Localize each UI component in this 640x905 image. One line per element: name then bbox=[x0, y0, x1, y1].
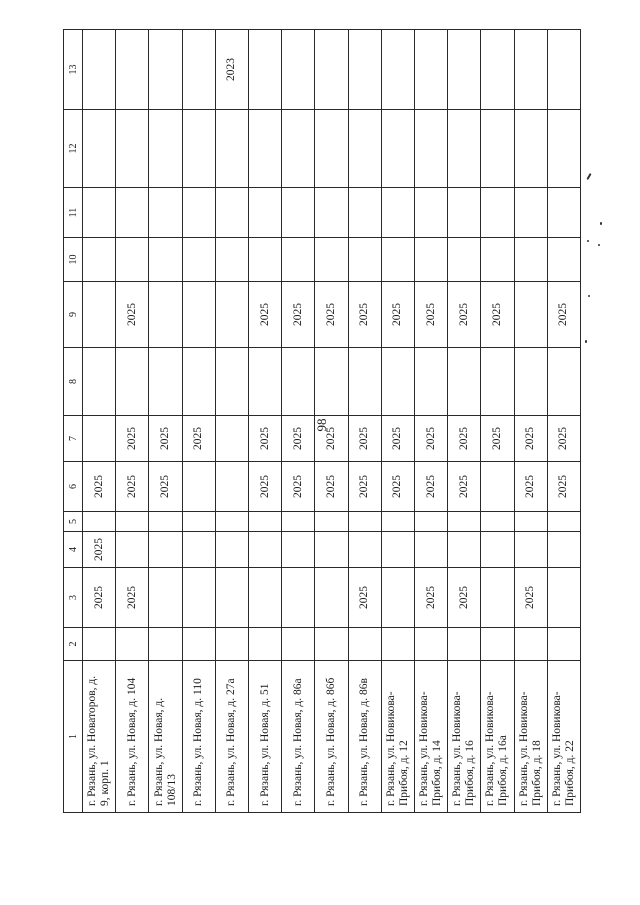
year-cell: 2025 bbox=[83, 568, 116, 628]
year-cell bbox=[215, 110, 248, 188]
year-cell bbox=[249, 110, 282, 188]
year-cell bbox=[182, 110, 215, 188]
year-cell bbox=[83, 282, 116, 348]
address-cell: г. Рязань, ул. Новая, д. 110 bbox=[182, 661, 215, 813]
year-cell bbox=[547, 188, 580, 238]
year-cell bbox=[149, 532, 182, 568]
year-cell bbox=[514, 282, 547, 348]
year-cell bbox=[414, 238, 447, 282]
year-cell bbox=[83, 238, 116, 282]
year-cell bbox=[514, 628, 547, 661]
year-cell bbox=[282, 512, 315, 532]
year-cell bbox=[116, 188, 149, 238]
table-row bbox=[481, 30, 514, 813]
year-cell bbox=[182, 348, 215, 416]
year-cell bbox=[448, 188, 481, 238]
year-cell bbox=[547, 238, 580, 282]
address-cell: г. Рязань, ул. Новикова-Прибоя, д. 22 bbox=[547, 661, 580, 813]
year-cell bbox=[348, 238, 381, 282]
year-cell bbox=[215, 532, 248, 568]
year-cell bbox=[249, 568, 282, 628]
year-cell: 2025 bbox=[282, 462, 315, 512]
year-cell: 2025 bbox=[83, 462, 116, 512]
address-cell: г. Рязань, ул. Новая, д. 86в bbox=[348, 661, 381, 813]
year-cell bbox=[414, 512, 447, 532]
year-cell bbox=[381, 238, 414, 282]
year-cell bbox=[83, 188, 116, 238]
address-cell: г. Рязань, ул. Новаторов, д. 9, корп. 1 bbox=[83, 661, 116, 813]
table-row bbox=[348, 30, 381, 813]
year-cell: 2025 bbox=[249, 416, 282, 462]
year-cell bbox=[514, 110, 547, 188]
year-cell bbox=[381, 532, 414, 568]
year-cell bbox=[348, 30, 381, 110]
year-cell bbox=[249, 238, 282, 282]
year-cell bbox=[348, 348, 381, 416]
year-cell bbox=[249, 188, 282, 238]
year-cell: 2025 bbox=[149, 462, 182, 512]
year-cell bbox=[381, 628, 414, 661]
address-cell: г. Рязань, ул. Новикова-Прибоя, д. 18 bbox=[514, 661, 547, 813]
year-cell: 2025 bbox=[116, 568, 149, 628]
year-cell bbox=[149, 188, 182, 238]
year-cell: 2025 bbox=[448, 462, 481, 512]
year-cell bbox=[249, 532, 282, 568]
scan-speck bbox=[600, 222, 602, 225]
year-cell bbox=[547, 532, 580, 568]
year-cell bbox=[514, 512, 547, 532]
year-cell bbox=[547, 30, 580, 110]
table-row bbox=[83, 30, 116, 813]
repair-schedule-table bbox=[63, 29, 581, 813]
table-row bbox=[414, 30, 447, 813]
address-cell: г. Рязань, ул. Новикова-Прибоя, д. 16 bbox=[448, 661, 481, 813]
year-cell: 2025 bbox=[348, 416, 381, 462]
year-cell bbox=[182, 532, 215, 568]
year-cell: 2025 bbox=[348, 462, 381, 512]
year-cell bbox=[315, 348, 348, 416]
year-cell bbox=[348, 512, 381, 532]
year-cell: 2025 bbox=[414, 416, 447, 462]
year-cell bbox=[481, 512, 514, 532]
column-header: 7 bbox=[64, 416, 83, 462]
year-cell: 2025 bbox=[149, 416, 182, 462]
year-cell bbox=[481, 532, 514, 568]
year-cell: 2025 bbox=[414, 462, 447, 512]
year-cell bbox=[116, 512, 149, 532]
year-cell bbox=[149, 512, 182, 532]
year-cell bbox=[215, 282, 248, 348]
year-cell bbox=[215, 348, 248, 416]
year-cell: 2025 bbox=[315, 416, 348, 462]
year-cell bbox=[182, 188, 215, 238]
year-cell bbox=[315, 628, 348, 661]
year-cell: 2025 bbox=[514, 416, 547, 462]
scan-speck bbox=[588, 295, 590, 297]
year-cell bbox=[282, 30, 315, 110]
year-cell: 2025 bbox=[249, 462, 282, 512]
year-cell bbox=[481, 110, 514, 188]
column-header: 4 bbox=[64, 532, 83, 568]
column-header: 5 bbox=[64, 512, 83, 532]
address-cell: г. Рязань, ул. Новикова-Прибоя, д. 12 bbox=[381, 661, 414, 813]
address-cell: г. Рязань, ул. Новая, д. 86а bbox=[282, 661, 315, 813]
scan-speck bbox=[587, 240, 589, 242]
table-row bbox=[448, 30, 481, 813]
column-header: 2 bbox=[64, 628, 83, 661]
year-cell: 2025 bbox=[348, 282, 381, 348]
year-cell bbox=[348, 532, 381, 568]
year-cell bbox=[381, 188, 414, 238]
year-cell: 2025 bbox=[547, 462, 580, 512]
year-cell: 2025 bbox=[414, 568, 447, 628]
year-cell bbox=[414, 532, 447, 568]
column-header: 3 bbox=[64, 568, 83, 628]
year-cell bbox=[315, 568, 348, 628]
year-cell bbox=[448, 30, 481, 110]
year-cell: 2025 bbox=[414, 282, 447, 348]
year-cell bbox=[381, 568, 414, 628]
scan-speck bbox=[598, 244, 600, 246]
year-cell bbox=[83, 416, 116, 462]
year-cell: 2025 bbox=[381, 416, 414, 462]
year-cell bbox=[83, 110, 116, 188]
year-cell bbox=[182, 462, 215, 512]
table-row bbox=[116, 30, 149, 813]
year-cell bbox=[448, 532, 481, 568]
column-header: 9 bbox=[64, 282, 83, 348]
year-cell bbox=[315, 188, 348, 238]
table-row bbox=[315, 30, 348, 813]
year-cell bbox=[282, 628, 315, 661]
year-cell bbox=[249, 512, 282, 532]
column-header: 12 bbox=[64, 110, 83, 188]
year-cell bbox=[116, 238, 149, 282]
year-cell bbox=[83, 348, 116, 416]
year-cell bbox=[282, 188, 315, 238]
address-cell: г. Рязань, ул. Новая, д. 108/13 bbox=[149, 661, 182, 813]
year-cell: 2025 bbox=[448, 568, 481, 628]
page-number: 98 bbox=[314, 418, 329, 432]
year-cell bbox=[315, 30, 348, 110]
year-cell bbox=[215, 628, 248, 661]
year-cell: 2025 bbox=[547, 416, 580, 462]
year-cell: 2025 bbox=[83, 532, 116, 568]
year-cell bbox=[282, 110, 315, 188]
year-cell bbox=[182, 238, 215, 282]
year-cell bbox=[514, 348, 547, 416]
year-cell: 2023 bbox=[215, 30, 248, 110]
year-cell bbox=[448, 110, 481, 188]
year-cell bbox=[149, 238, 182, 282]
year-cell: 2025 bbox=[514, 568, 547, 628]
year-cell bbox=[116, 30, 149, 110]
address-cell: г. Рязань, ул. Новикова-Прибоя, д. 16а bbox=[481, 661, 514, 813]
year-cell bbox=[414, 30, 447, 110]
year-cell: 2025 bbox=[116, 416, 149, 462]
year-cell: 2025 bbox=[116, 282, 149, 348]
year-cell bbox=[414, 188, 447, 238]
year-cell: 2025 bbox=[448, 282, 481, 348]
year-cell bbox=[315, 238, 348, 282]
address-cell: г. Рязань, ул. Новая, д. 104 bbox=[116, 661, 149, 813]
year-cell bbox=[315, 110, 348, 188]
year-cell bbox=[381, 512, 414, 532]
year-cell bbox=[249, 30, 282, 110]
year-cell bbox=[182, 282, 215, 348]
year-cell bbox=[249, 348, 282, 416]
year-cell bbox=[414, 628, 447, 661]
year-cell bbox=[149, 628, 182, 661]
table-row bbox=[215, 30, 248, 813]
address-cell: г. Рязань, ул. Новая, д. 51 bbox=[249, 661, 282, 813]
year-cell: 2025 bbox=[348, 568, 381, 628]
table-row bbox=[547, 30, 580, 813]
year-cell bbox=[215, 188, 248, 238]
year-cell bbox=[547, 568, 580, 628]
year-cell bbox=[215, 512, 248, 532]
year-cell bbox=[547, 348, 580, 416]
year-cell bbox=[83, 30, 116, 110]
year-cell bbox=[215, 568, 248, 628]
year-cell bbox=[448, 348, 481, 416]
year-cell bbox=[381, 348, 414, 416]
table-row bbox=[514, 30, 547, 813]
year-cell bbox=[381, 30, 414, 110]
year-cell bbox=[149, 568, 182, 628]
table-row bbox=[381, 30, 414, 813]
year-cell bbox=[547, 628, 580, 661]
year-cell bbox=[481, 462, 514, 512]
table-row bbox=[282, 30, 315, 813]
year-cell bbox=[149, 348, 182, 416]
year-cell bbox=[182, 628, 215, 661]
year-cell bbox=[182, 512, 215, 532]
year-cell: 2025 bbox=[481, 416, 514, 462]
year-cell bbox=[215, 462, 248, 512]
year-cell bbox=[315, 532, 348, 568]
year-cell: 2025 bbox=[514, 462, 547, 512]
year-cell: 2025 bbox=[381, 282, 414, 348]
year-cell bbox=[448, 238, 481, 282]
year-cell: 2025 bbox=[315, 282, 348, 348]
year-cell: 2025 bbox=[381, 462, 414, 512]
year-cell bbox=[149, 282, 182, 348]
year-cell bbox=[547, 110, 580, 188]
year-cell bbox=[215, 238, 248, 282]
year-cell bbox=[83, 628, 116, 661]
table-row bbox=[182, 30, 215, 813]
address-cell: г. Рязань, ул. Новикова-Прибоя, д. 14 bbox=[414, 661, 447, 813]
year-cell bbox=[481, 348, 514, 416]
year-cell bbox=[116, 348, 149, 416]
year-cell: 2025 bbox=[282, 416, 315, 462]
year-cell: 2025 bbox=[282, 282, 315, 348]
column-header: 10 bbox=[64, 238, 83, 282]
scan-speck bbox=[585, 340, 587, 343]
year-cell bbox=[481, 628, 514, 661]
year-cell bbox=[282, 532, 315, 568]
year-cell bbox=[448, 512, 481, 532]
year-cell bbox=[149, 30, 182, 110]
year-cell bbox=[348, 188, 381, 238]
year-cell bbox=[116, 110, 149, 188]
year-cell bbox=[514, 532, 547, 568]
year-cell bbox=[547, 512, 580, 532]
header-row bbox=[64, 30, 83, 813]
column-header: 1 bbox=[64, 661, 83, 813]
year-cell bbox=[215, 416, 248, 462]
year-cell: 2025 bbox=[448, 416, 481, 462]
column-header: 13 bbox=[64, 30, 83, 110]
year-cell: 2025 bbox=[116, 462, 149, 512]
year-cell bbox=[514, 30, 547, 110]
year-cell bbox=[348, 628, 381, 661]
year-cell: 2025 bbox=[547, 282, 580, 348]
scan-speck bbox=[586, 173, 591, 180]
year-cell bbox=[83, 512, 116, 532]
year-cell: 2025 bbox=[481, 282, 514, 348]
year-cell bbox=[182, 568, 215, 628]
document-table-rotated bbox=[63, 30, 581, 813]
year-cell bbox=[348, 110, 381, 188]
year-cell bbox=[249, 628, 282, 661]
column-header: 8 bbox=[64, 348, 83, 416]
table-row bbox=[249, 30, 282, 813]
year-cell bbox=[116, 532, 149, 568]
year-cell bbox=[514, 238, 547, 282]
table-row bbox=[149, 30, 182, 813]
year-cell: 2025 bbox=[182, 416, 215, 462]
year-cell bbox=[282, 238, 315, 282]
year-cell bbox=[514, 188, 547, 238]
column-header: 6 bbox=[64, 462, 83, 512]
year-cell: 2025 bbox=[249, 282, 282, 348]
year-cell bbox=[182, 30, 215, 110]
address-cell: г. Рязань, ул. Новая, д. 27а bbox=[215, 661, 248, 813]
year-cell bbox=[414, 110, 447, 188]
year-cell bbox=[481, 238, 514, 282]
year-cell: 2025 bbox=[315, 462, 348, 512]
year-cell bbox=[414, 348, 447, 416]
year-cell bbox=[481, 30, 514, 110]
year-cell bbox=[448, 628, 481, 661]
column-header: 11 bbox=[64, 188, 83, 238]
year-cell bbox=[149, 110, 182, 188]
year-cell bbox=[481, 568, 514, 628]
year-cell bbox=[481, 188, 514, 238]
year-cell bbox=[282, 348, 315, 416]
year-cell bbox=[282, 568, 315, 628]
year-cell bbox=[315, 512, 348, 532]
year-cell bbox=[116, 628, 149, 661]
year-cell bbox=[381, 110, 414, 188]
address-cell: г. Рязань, ул. Новая, д. 86б bbox=[315, 661, 348, 813]
